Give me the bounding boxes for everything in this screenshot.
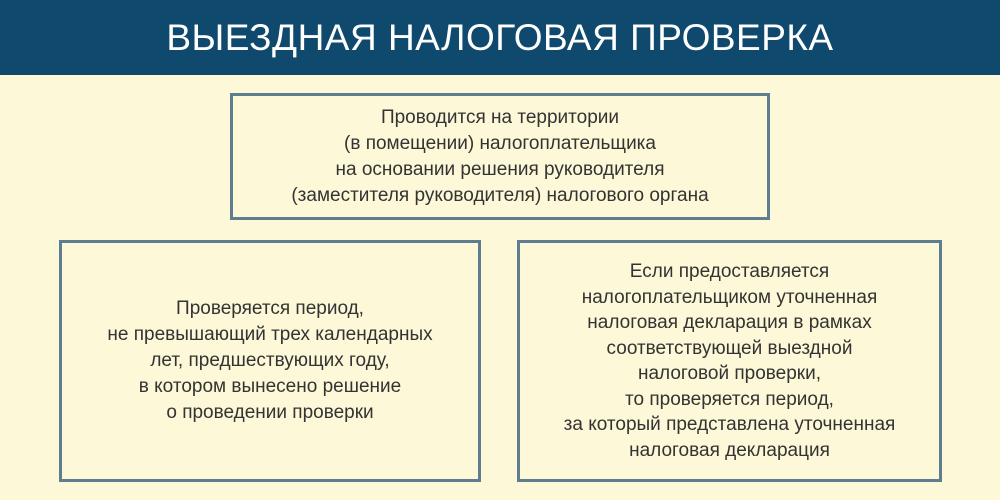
page-title: ВЫЕЗДНАЯ НАЛОГОВАЯ ПРОВЕРКА [166, 16, 834, 58]
box-text-line: (в помещении) налогоплательщика [344, 132, 656, 154]
header-banner [0, 0, 1000, 75]
territory-box [230, 93, 770, 220]
box-text-line: в котором вынесено решение [138, 376, 402, 397]
period-box [59, 240, 481, 482]
amended-declaration-box [517, 240, 942, 482]
box-text-line: (заместителя руководителя) налогового органа [291, 184, 709, 206]
box-text-line: то проверяется период, [625, 388, 834, 410]
box-text-line: налоговая декларация [629, 439, 830, 461]
box-text-line: Проводится на территории [380, 106, 620, 128]
box-text-line: налоговой проверки, [638, 363, 821, 384]
box-text-line: налогоплательщиком уточненная [581, 286, 878, 308]
box-text-line: за который представлена уточненная [563, 414, 896, 435]
box-text-line: не превышающий трех календарных [107, 324, 433, 345]
box-text-line: Если предоставляется [629, 261, 830, 282]
box-text-line: на основании решения руководителя [335, 158, 665, 180]
box-text-line: соответствующей выездной [606, 337, 853, 359]
box-text-line: налоговая декларация в рамках [587, 312, 872, 333]
box-text-line: лет, предшествующих году, [150, 350, 390, 371]
box-text-line: о проведении проверки [166, 402, 374, 423]
box-text-line: Проверяется период, [176, 298, 364, 319]
